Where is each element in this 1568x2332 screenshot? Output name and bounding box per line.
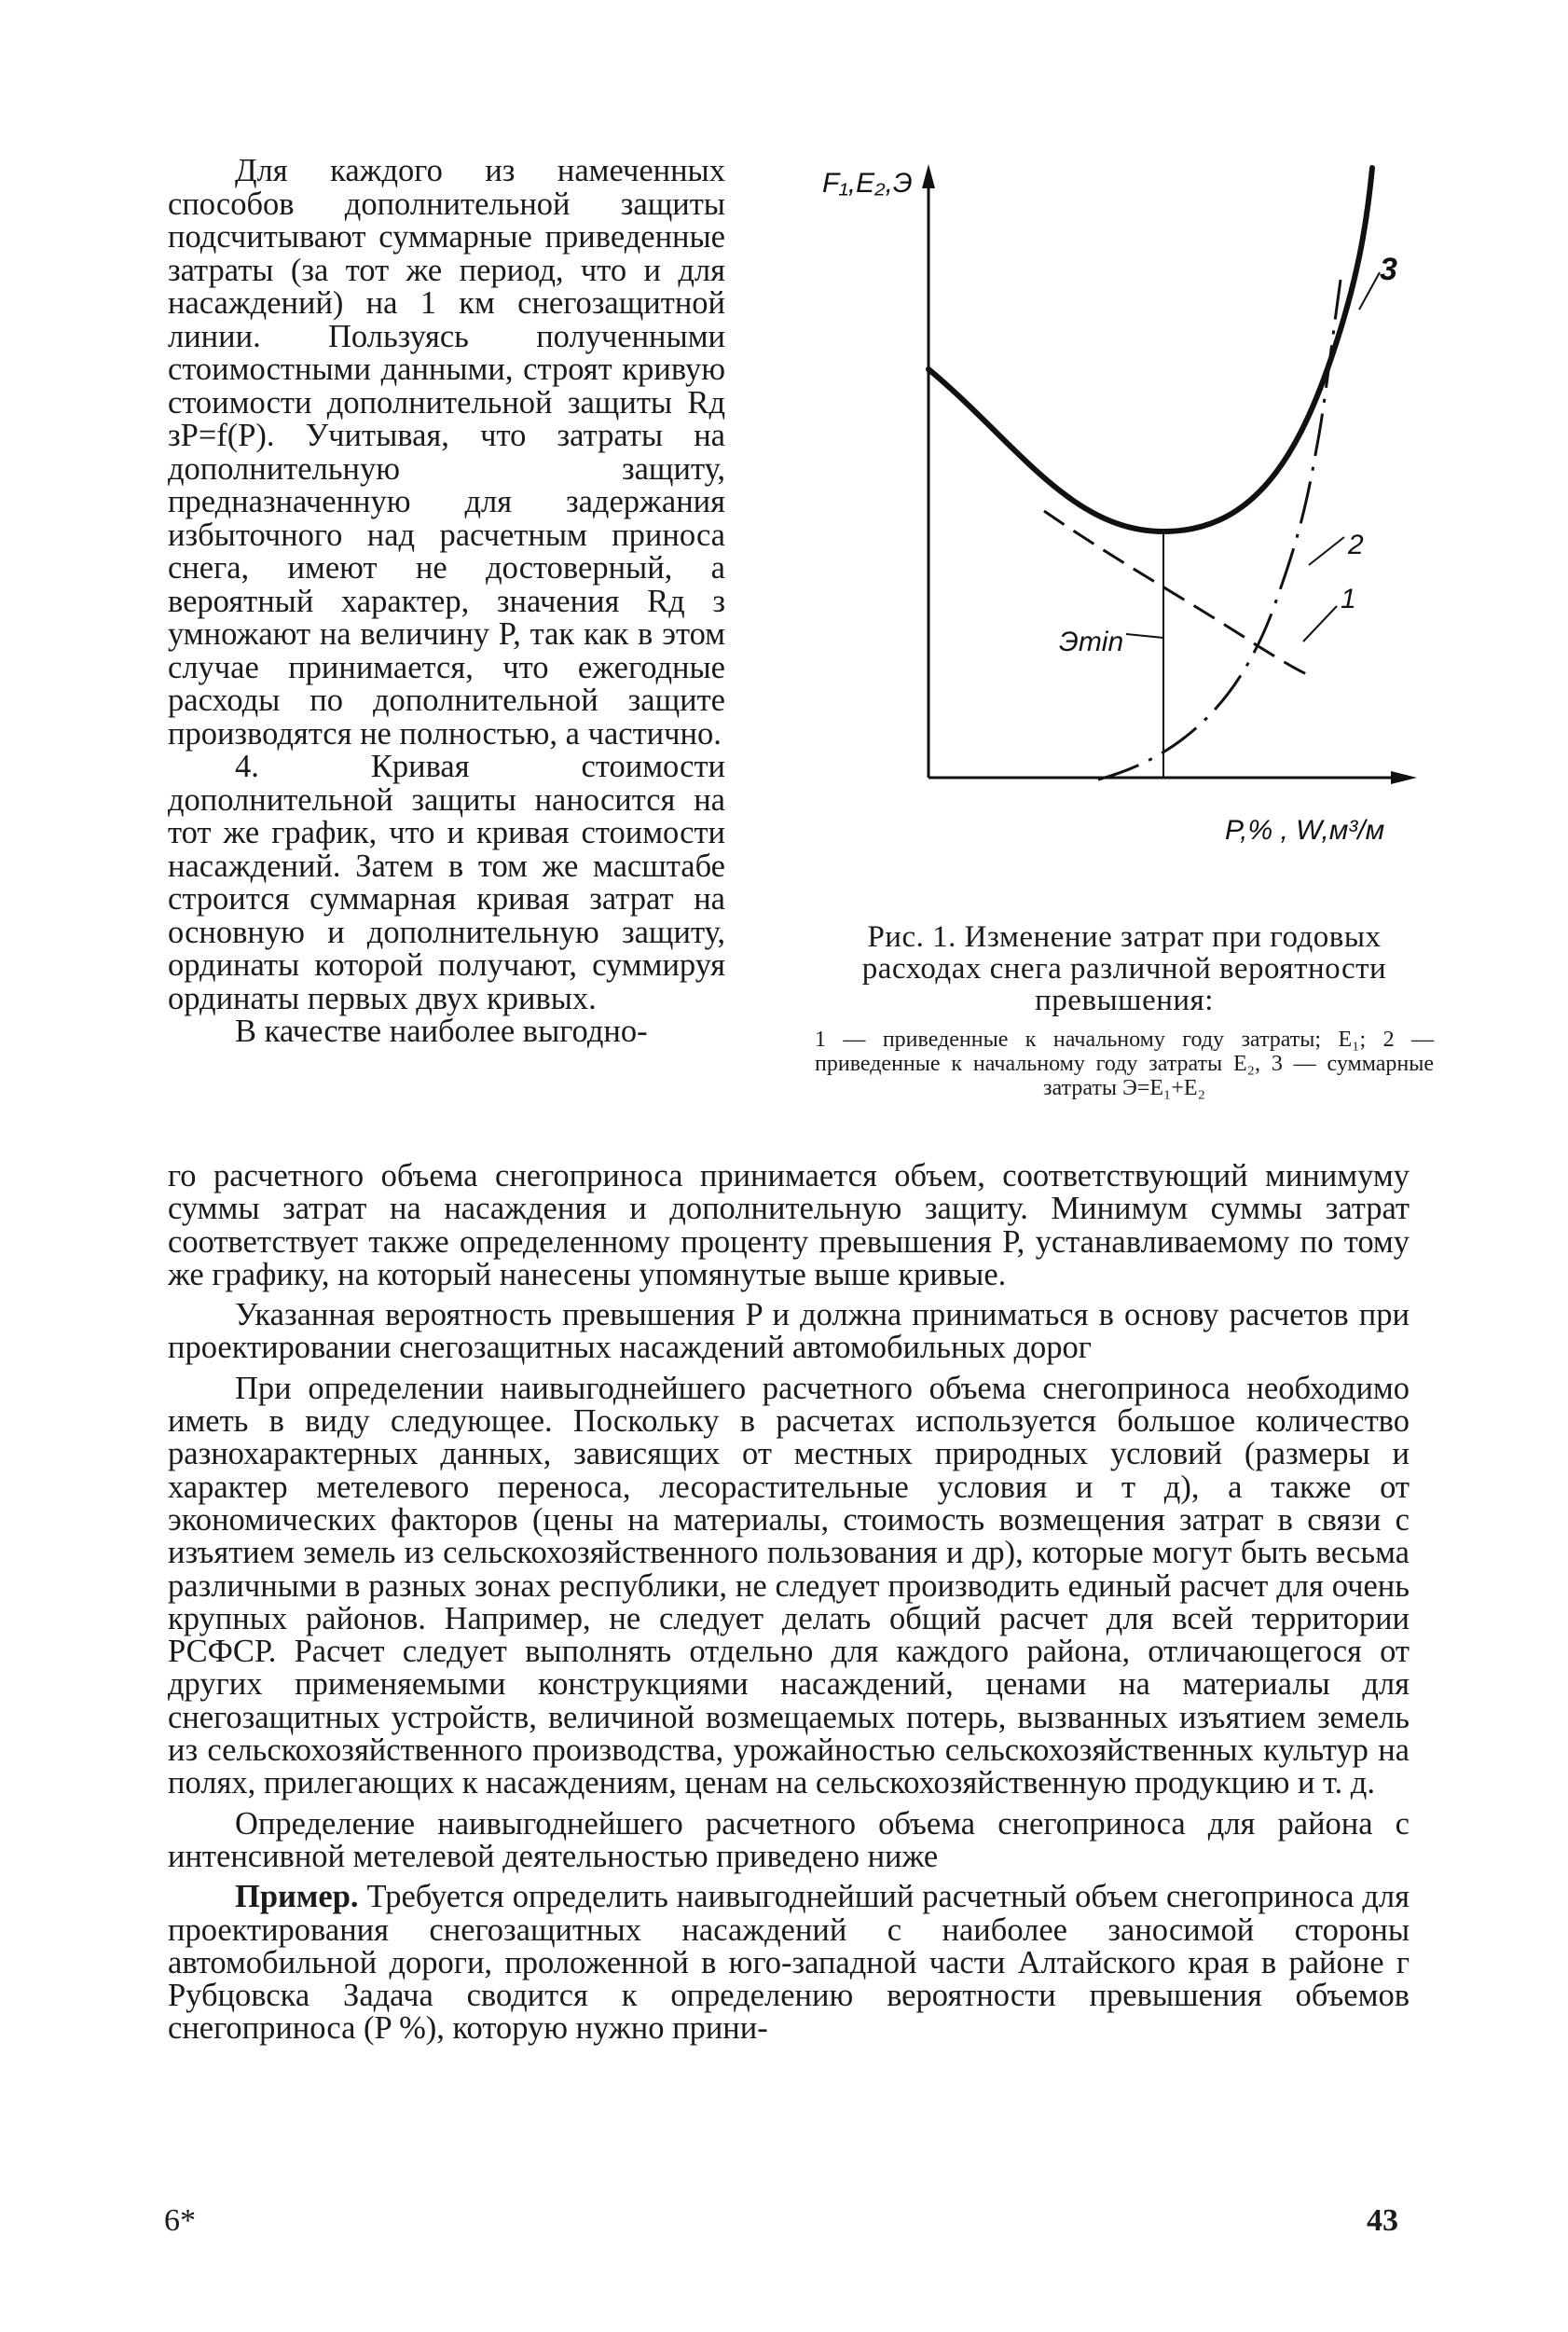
label-3-leader bbox=[1359, 272, 1380, 310]
paragraph: В качестве наиболее выгодно- bbox=[235, 1014, 648, 1049]
curve-label-1: 1 bbox=[1341, 584, 1356, 614]
min-label: Эmin bbox=[1059, 627, 1124, 657]
page-number: 43 bbox=[1367, 2203, 1398, 2238]
min-leader bbox=[1126, 634, 1163, 638]
paragraph: Указанная вероятность превышения P и должна приниматься в основу расчетов при проектировании снегозащитных насаждений автомобильных дорог bbox=[168, 1297, 1410, 1366]
curve-label-2: 2 bbox=[1348, 530, 1364, 560]
x-axis-arrow bbox=[1391, 771, 1417, 784]
paragraph: При определении наивыгоднейшего расчетного объема снегоприноса необходимо иметь в виду следующее. Поскольку в расчетах используется большое количество разнохарактерных данных, зависящих от местных природных условий (размеры и характер метелевого переноса, лесорастительные условия и т д), а также от экономических факторов (цены на материалы, стоимость возмещения затрат в связи с изъятием земель из сельскохозяйственного пользования и др), которые могут быть весьма различными в разных зонах республики, не следует производить единый расчет для очень крупных районов. Например, не следует делать общий расчет для всей территории РСФСР. Расчет следует выполнять отдельно для каждого района, отличающегося от других применяемыми конструкциями насаждений, ценами на материалы для снегозащитных устройств, величиной возмещаемых потерь, вызванных изъятием земель из сельскохозяйственного производства, урожайностью сельскохозяйственных культур на полях, прилегающих к насаждениям, ценам на сельскохозяйственную продукцию и т. д. bbox=[168, 1370, 1410, 1801]
caption-title: Рис. 1. Изменение затрат при годовых расходах снега различной вероятности превышения: bbox=[861, 920, 1387, 1017]
y-axis-arrow bbox=[922, 164, 935, 188]
x-axis-label: P,% , W,м³/м bbox=[1225, 815, 1385, 846]
y-axis-label: F₁,E₂,Э bbox=[822, 168, 913, 199]
curve-3-total bbox=[928, 168, 1372, 531]
example-label: Пример. bbox=[235, 1879, 359, 1915]
paragraph bbox=[168, 1881, 1410, 2045]
cost-curves-diagram bbox=[809, 160, 1439, 860]
figure-caption bbox=[809, 921, 1439, 1100]
caption-legend: 1 — приведенные к начальному году затраты; E₁; 2 — приведенные к начальному году затраты E₂, 3 — суммарные затраты Э=E₁+E₂ bbox=[815, 1028, 1434, 1100]
paragraph: 4. Кривая стоимости дополнительной защиты наносится на тот же график, что и кривая стоимости насаждений. Затем в том же масштабе строится суммарная кривая затрат на основную и дополнительную защиту, ординаты которой получают, суммируя ординаты первых двух кривых. bbox=[168, 749, 725, 1016]
main-text bbox=[168, 1160, 1410, 2046]
paragraph: Для каждого из намеченных способов дополнительной защиты подсчитывают суммарные приведенные затраты (за тот же период, что и для насаждений) на 1 км снегозащитной линии. Пользуясь полученными стоимостными данными, строят кривую стоимости дополнительной защиты Rд зP=f(P). Учитывая, что затраты на дополнительную защиту, предназначенную для задержания избыточного над расчетным приноса снега, имеют не достоверный, а вероятный характер, значения Rд з умножают на величину P, так как в этом случае принимается, что ежегодные расходы по дополнительной защите производятся не полностью, а частично. bbox=[168, 153, 725, 752]
label-2-leader bbox=[1309, 537, 1344, 565]
signature-mark: 6* bbox=[164, 2203, 196, 2238]
paragraph: Определение наивыгоднейшего расчетного объема снегоприноса для района с интенсивной метелевой деятельностью приведено ниже bbox=[168, 1805, 1410, 1874]
label-1-leader bbox=[1303, 606, 1337, 642]
figure bbox=[809, 160, 1439, 860]
example-text: Требуется определить наивыгоднейший расчетный объем снегоприноса для проектирования снегозащитных насаждений с наиболее заносимой стороны автомобильной дороги, проложенной в юго-западной части Алтайского края в районе г Рубцовска Задача сводится к определению вероятности превышения объемов снегоприноса (P %), которую нужно прини- bbox=[168, 1879, 1410, 2047]
left-column bbox=[168, 155, 725, 1049]
curve-label-3: 3 bbox=[1380, 252, 1397, 287]
paragraph: го расчетного объема снегоприноса принимается объем, соответствующий минимуму суммы затрат на насаждения и дополнительную защиту. Минимум суммы затрат соответствует также определенному проценту превышения P, устанавливаемому по тому же графику, на который нанесены упомянутые выше кривые. bbox=[168, 1158, 1410, 1292]
